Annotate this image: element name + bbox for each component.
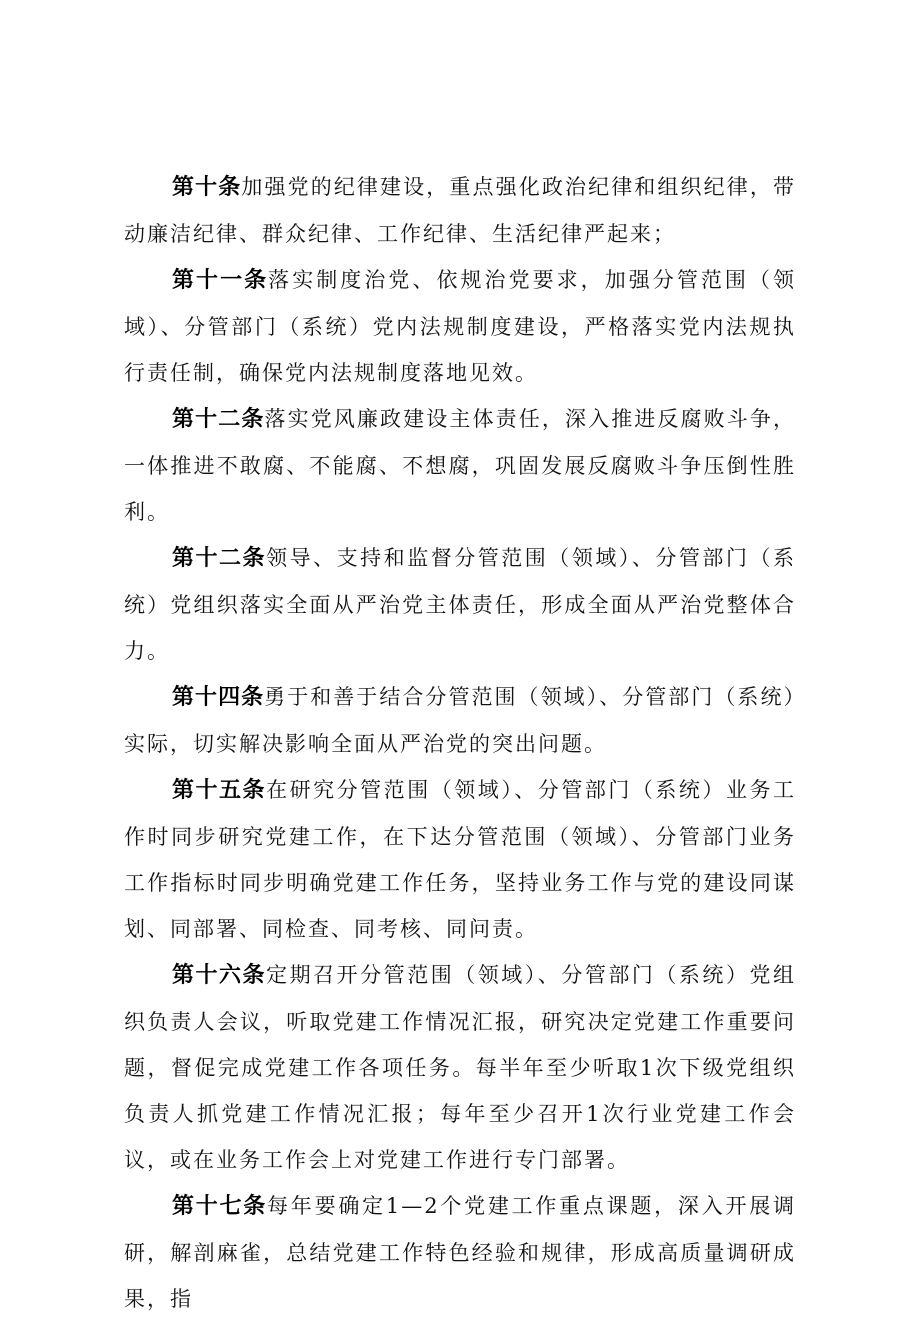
article-paragraph: [124, 674, 796, 767]
article-paragraph: [124, 535, 796, 674]
article-paragraph: [124, 257, 796, 396]
article-text: 在研究分管范围（领域）、分管部门（系统）业务工作时同步研究党建工作，在下达分管范围（领域）、分管部门业务工作指标时同步明确党建工作任务，坚持业务工作与党的建设同谋划、同部署、同检查、同考核、同问责。: [124, 778, 796, 941]
article-paragraph: [124, 952, 796, 1183]
article-text: 领导、支持和监督分管范围（领域）、分管部门（系统）党组织落实全面从严治党主体责任，形成全面从严治党整体合力。: [124, 546, 796, 663]
article-text: 每年要确定1—2个党建工作重点课题，深入开展调研，解剖麻雀，总结党建工作特色经验和规律，形成高质量调研成果，指: [124, 1194, 796, 1311]
article-paragraph: [124, 1183, 796, 1322]
article-number: 第十一条: [172, 268, 269, 293]
article-number: 第十五条: [172, 778, 267, 803]
article-paragraph: [124, 396, 796, 535]
article-number: 第十七条: [172, 1194, 268, 1219]
article-text: 落实党风廉政建设主体责任，深入推进反腐败斗争，一体推进不敢腐、不能腐、不想腐，巩固发展反腐败斗争压倒性胜利。: [124, 407, 796, 524]
article-text: 勇于和善于结合分管范围（领域）、分管部门（系统）实际，切实解决影响全面从严治党的突出问题。: [124, 685, 796, 756]
article-number: 第十二条: [172, 407, 265, 432]
document-body: [124, 164, 796, 1322]
article-text: 落实制度治党、依规治党要求，加强分管范围（领域）、分管部门（系统）党内法规制度建设，严格落实党内法规执行责任制，确保党内法规制度落地见效。: [124, 268, 796, 385]
article-paragraph: [124, 767, 796, 952]
article-number: 第十四条: [172, 685, 265, 710]
article-text: 加强党的纪律建设，重点强化政治纪律和组织纪律，带动廉洁纪律、群众纪律、工作纪律、生活纪律严起来；: [124, 175, 796, 246]
article-number: 第十条: [172, 175, 242, 200]
article-number: 第十二条: [172, 546, 267, 571]
article-text: 定期召开分管范围（领域）、分管部门（系统）党组织负责人会议，听取党建工作情况汇报，研究决定党建工作重要问题，督促完成党建工作各项任务。每半年至少听取1次下级党组织负责人抓党建工作情况汇报；每年至少召开1次行业党建工作会议，或在业务工作会上对党建工作进行专门部署。: [124, 963, 796, 1172]
article-paragraph: [124, 164, 796, 257]
article-number: 第十六条: [172, 963, 267, 988]
